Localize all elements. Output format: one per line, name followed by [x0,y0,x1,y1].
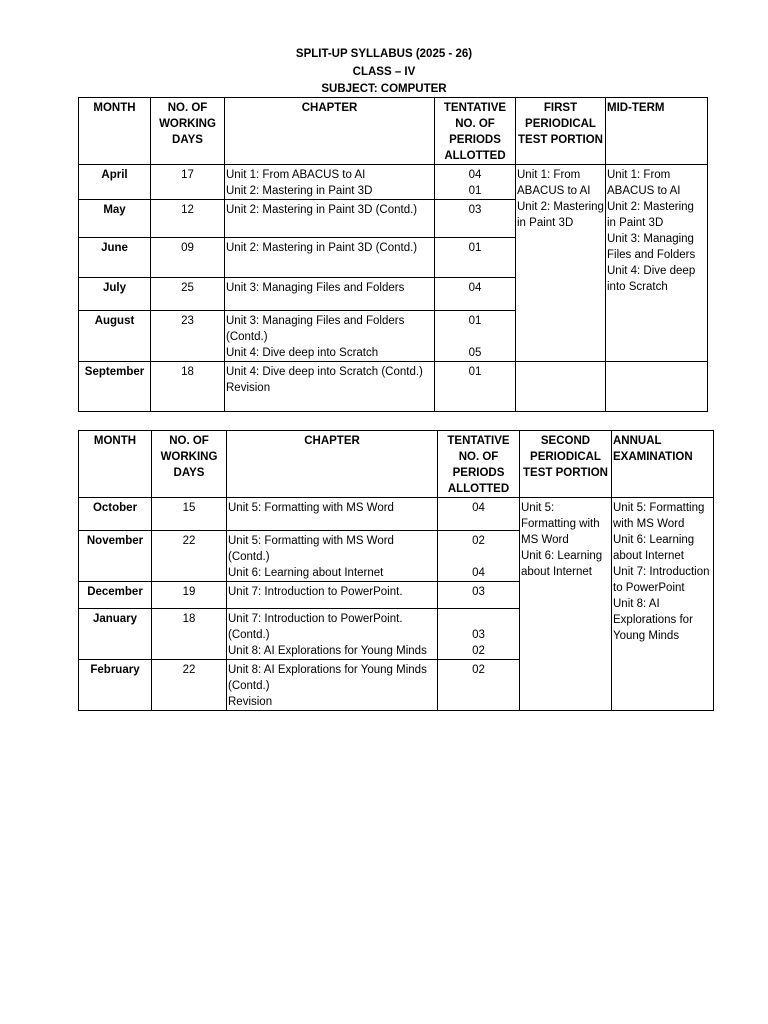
period-value: 01 [468,242,482,254]
portion-line: Unit 5: Formatting with MS Word [521,502,603,546]
subject-title: SUBJECT: COMPUTER [321,83,447,95]
period-value: 02 [472,664,485,676]
month-cell: August [79,311,151,362]
period-value: 02 [472,645,485,657]
header-working-days: NO. OF WORKING DAYS [151,98,225,165]
header-working-days: NO. OF WORKING DAYS [152,431,227,498]
header-exam: ANNUAL EXAMINATION [612,431,714,498]
month-cell: July [79,278,151,311]
chapter-cell [227,660,438,711]
portion-line: Unit 8: AI Explorations for Young Minds [613,598,696,642]
term2-table [78,430,714,711]
periods-cell [435,238,516,278]
second-periodical-portion [520,498,612,711]
periods-cell [438,609,520,660]
table-row [79,165,708,200]
portion-line: Unit 5: Formatting with MS Word [613,502,708,530]
working-days-cell: 15 [152,498,227,531]
chapter-cell [225,165,435,200]
chapter-line: Unit 7: Introduction to PowerPoint. (Contd.) [228,613,406,641]
header-month: MONTH [79,98,151,165]
month-cell: April [79,165,151,200]
chapter-line: Unit 6: Learning about Internet [228,567,384,579]
chapter-cell [225,278,435,311]
month-cell: October [79,498,152,531]
periods-cell [438,660,520,711]
header-test-portion: FIRST PERIODICAL TEST PORTION [516,98,606,165]
chapter-line: Unit 3: Managing Files and Folders (Contd.) [226,315,408,343]
header-periods: TENTATIVE NO. OF PERIODS ALLOTTED [438,431,520,498]
portion-line: Unit 6: Learning about Internet [613,534,698,562]
syllabus-title: SPLIT-UP SYLLABUS (2025 - 26) [295,48,473,60]
working-days-cell: 23 [151,311,225,362]
chapter-line: Unit 7: Introduction to PowerPoint. [228,586,403,598]
chapter-line: Unit 1: From ABACUS to AI [226,169,366,181]
class-title: CLASS – IV [352,66,416,78]
period-value: 01 [468,366,482,378]
working-days-cell: 22 [152,660,227,711]
period-value: 04 [472,567,485,579]
month-cell: December [79,582,152,609]
portion-line: Unit 1: From ABACUS to AI [517,169,591,197]
chapter-line: Revision [226,382,271,394]
working-days-cell: 09 [151,238,225,278]
header-test-portion: SECOND PERIODICAL TEST PORTION [520,431,612,498]
mid-term-portion [606,165,708,362]
periods-cell [435,200,516,238]
periods-cell [435,278,516,311]
portion-line: Unit 2: Mastering in Paint 3D [607,201,698,229]
month-cell: November [79,531,152,582]
periods-cell [435,362,516,412]
month-cell: January [79,609,152,660]
chapter-line: Revision [228,696,273,708]
chapter-line: Unit 8: AI Explorations for Young Minds (Contd.) [228,664,431,692]
portion-line: Unit 1: From ABACUS to AI [607,169,681,197]
chapter-cell [225,200,435,238]
chapter-line: Unit 3: Managing Files and Folders [226,282,405,294]
period-value: 05 [468,347,482,359]
chapter-line: Unit 5: Formatting with MS Word [228,502,394,514]
term1-table [78,97,708,412]
working-days-cell: 19 [152,582,227,609]
chapter-cell [227,531,438,582]
header-periods: TENTATIVE NO. OF PERIODS ALLOTTED [435,98,516,165]
chapter-line: Unit 5: Formatting with MS Word (Contd.) [228,535,398,563]
period-value: 02 [472,535,485,547]
month-cell: June [79,238,151,278]
header-exam: MID-TERM [606,98,708,165]
portion-line: Unit 7: Introduction to PowerPoint [613,566,713,594]
table-row [79,362,708,412]
portion-line: Unit 4: Dive deep into Scratch [607,265,699,293]
period-value: 03 [472,586,485,598]
period-value: 03 [468,204,482,216]
periods-cell [435,165,516,200]
chapter-cell [227,498,438,531]
period-value: 01 [468,185,482,197]
period-value: 04 [468,282,482,294]
month-cell: September [79,362,151,412]
working-days-cell: 12 [151,200,225,238]
period-value: 01 [468,315,482,327]
portion-line: Unit 2: Mastering in Paint 3D [517,201,608,229]
working-days-cell: 22 [152,531,227,582]
periods-cell [438,531,520,582]
header-chapter: CHAPTER [225,98,435,165]
chapter-line: Unit 4: Dive deep into Scratch (Contd.) [226,366,423,378]
chapter-cell [227,609,438,660]
working-days-cell: 17 [151,165,225,200]
header-month: MONTH [79,431,152,498]
period-value: 04 [468,169,482,181]
working-days-cell: 25 [151,278,225,311]
annual-exam-portion [612,498,714,711]
empty-cell [606,362,708,412]
period-value: 04 [472,502,485,514]
empty-cell [516,362,606,412]
portion-line: Unit 3: Managing Files and Folders [607,233,698,261]
portion-line: Unit 6: Learning about Internet [521,550,606,578]
period-value: 03 [472,629,485,641]
working-days-cell: 18 [151,362,225,412]
periods-cell [435,311,516,362]
periods-cell [438,582,520,609]
working-days-cell: 18 [152,609,227,660]
chapter-cell [225,311,435,362]
chapter-line: Unit 2: Mastering in Paint 3D (Contd.) [226,204,418,216]
chapter-cell [227,582,438,609]
month-cell: February [79,660,152,711]
chapter-line: Unit 4: Dive deep into Scratch [226,347,379,359]
header-chapter: CHAPTER [227,431,438,498]
month-cell: May [79,200,151,238]
chapter-cell [225,362,435,412]
first-periodical-portion [516,165,606,362]
chapter-line: Unit 2: Mastering in Paint 3D [226,185,373,197]
table-row [79,498,714,531]
chapter-cell [225,238,435,278]
chapter-line: Unit 2: Mastering in Paint 3D (Contd.) [226,242,418,254]
periods-cell [438,498,520,531]
chapter-line: Unit 8: AI Explorations for Young Minds [228,645,427,657]
